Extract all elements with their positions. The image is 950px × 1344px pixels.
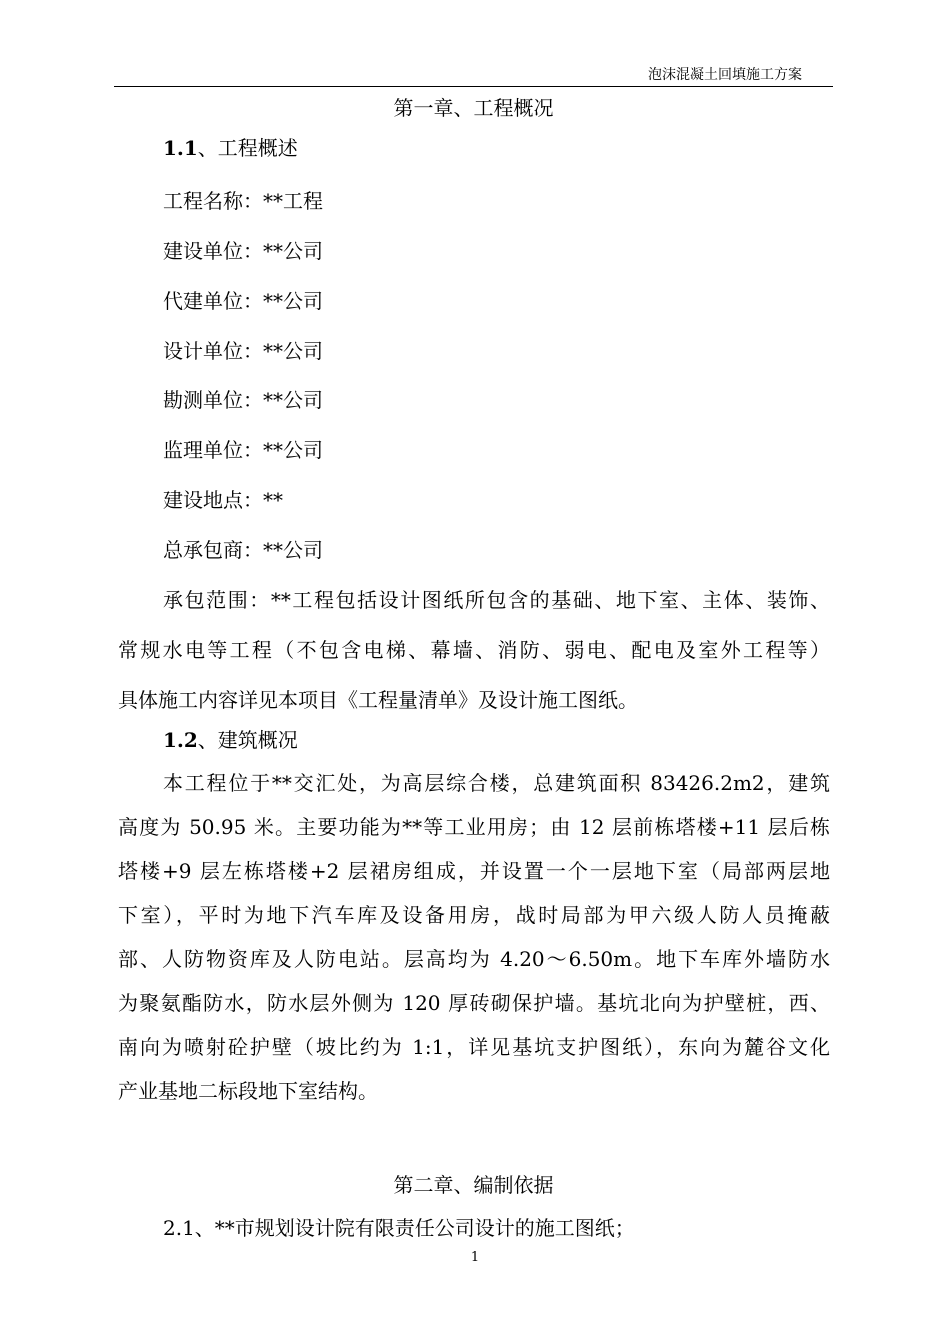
basis-item-2-1: 2.1、**市规划设计院有限责任公司设计的施工图纸；	[163, 1216, 635, 1240]
section-1-1-number: 1.1	[163, 136, 198, 160]
scope-line-1: 承包范围：**工程包括设计图纸所包含的基础、地下室、主体、装饰、	[163, 588, 830, 612]
info-contractor: 总承包商：**公司	[163, 538, 323, 562]
section-1-1-title: 、工程概述	[197, 136, 298, 160]
scope-line-2: 常规水电等工程（不包含电梯、幕墙、消防、弱电、配电及室外工程等）	[118, 638, 830, 662]
info-project-name: 工程名称：**工程	[163, 189, 323, 213]
running-header: 泡沫混凝土回填施工方案	[648, 67, 802, 83]
overview-line-5: 部、人防物资库及人防电站。层高均为 4.20～6.50m。地下车库外墙防水	[118, 947, 830, 971]
header-rule	[114, 86, 833, 87]
overview-line-7: 南向为喷射砼护壁（坡比约为 1:1，详见基坑支护图纸），东向为麓谷文化	[118, 1035, 830, 1059]
overview-line-8: 产业基地二标段地下室结构。	[118, 1079, 378, 1103]
overview-line-4: 下室），平时为地下汽车库及设备用房，战时局部为甲六级人防人员掩蔽	[118, 903, 830, 927]
info-agent: 代建单位：**公司	[163, 289, 323, 313]
section-1-2-number: 1.2	[163, 728, 198, 752]
section-1-1-heading	[163, 134, 298, 162]
overview-line-3: 塔楼+9 层左栋塔楼+2 层裙房组成，并设置一个一层地下室（局部两层地	[118, 859, 830, 883]
overview-line-1: 本工程位于**交汇处，为高层综合楼，总建筑面积 83426.2m2，建筑	[163, 771, 830, 795]
overview-line-2: 高度为 50.95 米。主要功能为**等工业用房；由 12 层前栋塔楼+11 层后栋	[118, 815, 830, 839]
info-designer: 设计单位：**公司	[163, 339, 323, 363]
section-1-2-heading	[163, 726, 298, 754]
info-surveyor: 勘测单位：**公司	[163, 388, 323, 412]
info-location: 建设地点：**	[163, 488, 283, 512]
chapter-1-title: 第一章、工程概况	[393, 96, 554, 120]
chapter-2-title: 第二章、编制依据	[393, 1173, 554, 1197]
info-supervisor: 监理单位：**公司	[163, 438, 323, 462]
section-1-2-title: 、建筑概况	[197, 728, 298, 752]
overview-line-6: 为聚氨酯防水，防水层外侧为 120 厚砖砌保护墙。基坑北向为护壁桩，西、	[118, 991, 830, 1015]
page-number: 1	[470, 1250, 480, 1265]
info-owner: 建设单位：**公司	[163, 239, 323, 263]
scope-line-3: 具体施工内容详见本项目《工程量清单》及设计施工图纸。	[118, 688, 638, 712]
